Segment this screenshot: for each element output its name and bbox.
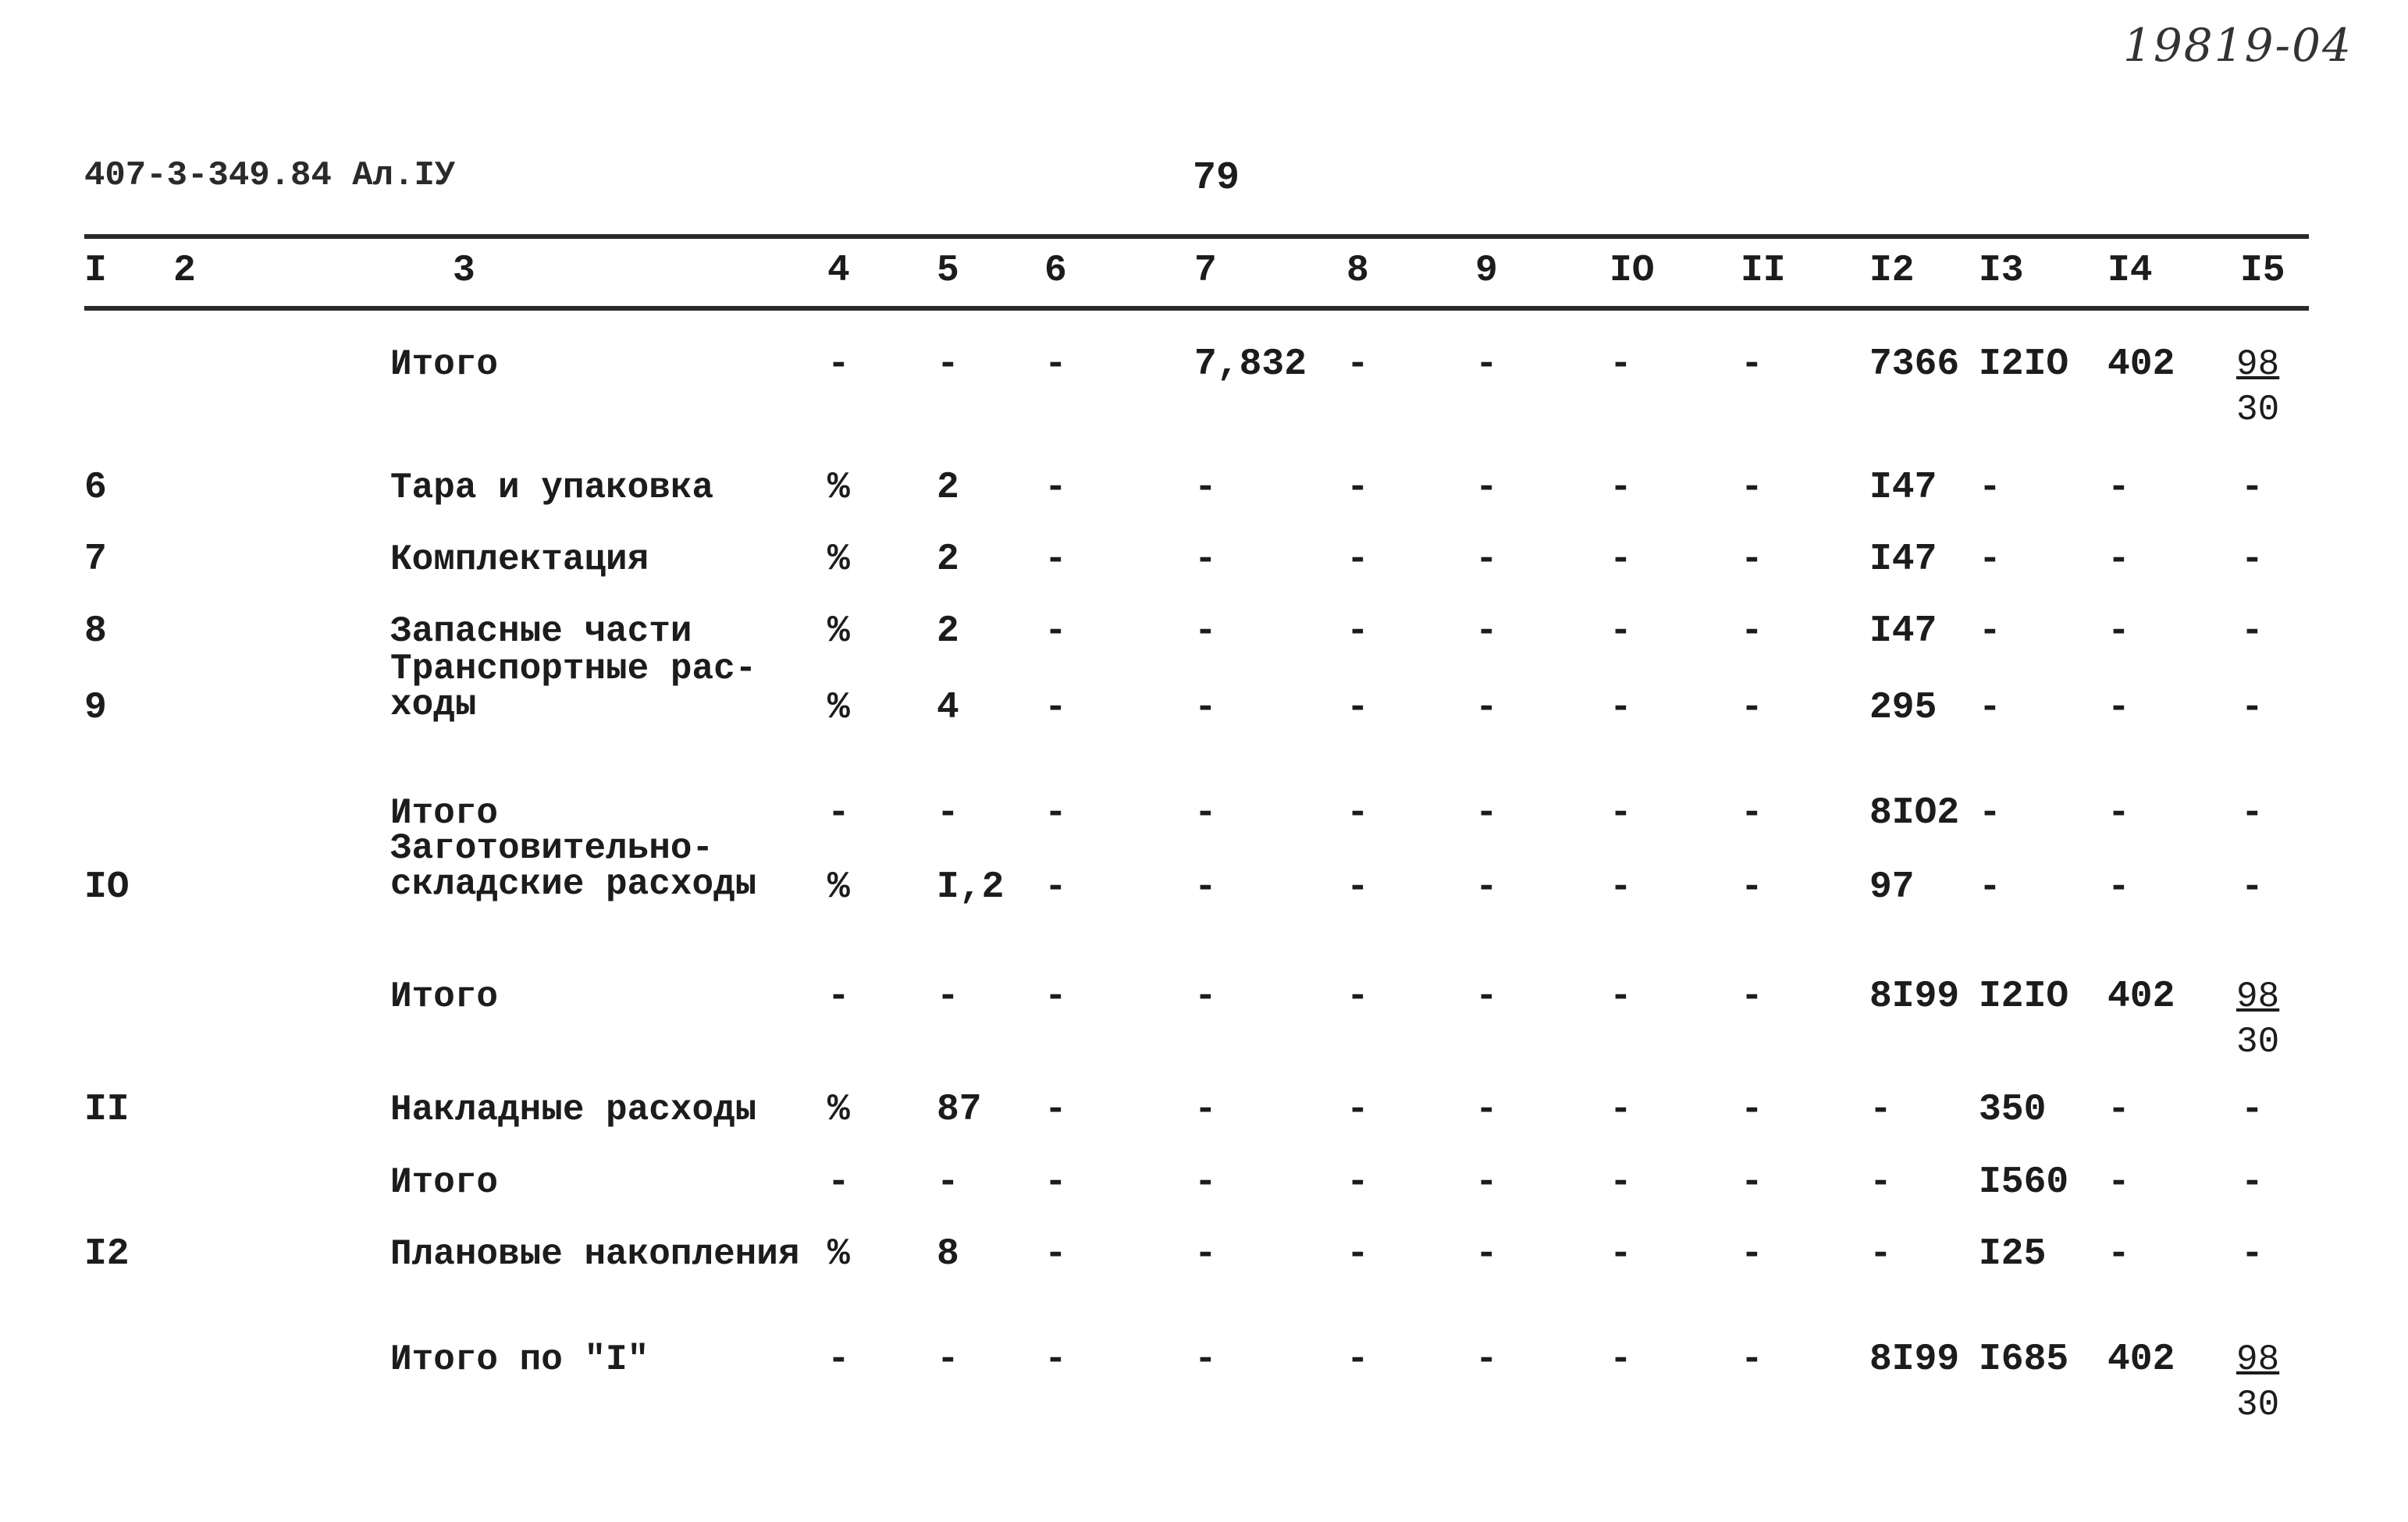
cell-c14: - [2107, 1233, 2130, 1275]
cell-c13: - [1979, 610, 2001, 653]
cell-unit: - [827, 343, 850, 386]
cell-c8: - [1346, 467, 1369, 509]
cell-c12: 97 [1869, 866, 1915, 909]
row-number: I2 [84, 1233, 130, 1275]
cell-c6: - [1044, 1339, 1067, 1381]
cell-c15-fraction [2236, 974, 2279, 1065]
column-header: I5 [2240, 250, 2285, 292]
cell-c6: - [1044, 1161, 1067, 1204]
cell-c15: - [2241, 539, 2264, 581]
cell-c5: - [937, 792, 959, 834]
column-header: I [84, 250, 107, 292]
cell-c7: - [1194, 539, 1217, 581]
cell-c10: - [1609, 1161, 1632, 1204]
cell-c12: 8I99 [1869, 976, 1960, 1018]
cell-c12: 295 [1869, 687, 1937, 729]
cell-c13: I560 [1979, 1161, 2069, 1204]
column-header: 6 [1044, 250, 1067, 292]
cell-c14: - [2107, 687, 2130, 729]
cell-c9: - [1475, 1233, 1498, 1275]
cell-unit: % [827, 539, 850, 581]
cell-c12: 8I99 [1869, 1339, 1960, 1381]
cell-c13: I2IO [1979, 343, 2069, 386]
cell-c5: 2 [937, 467, 959, 509]
cell-unit: % [827, 610, 850, 653]
fraction-denominator: 30 [2236, 389, 2280, 430]
cell-c7: - [1194, 1339, 1217, 1381]
fraction-denominator: 30 [2236, 1022, 2280, 1062]
cell-c8: - [1346, 610, 1369, 653]
cell-c10: - [1609, 1089, 1632, 1131]
cell-c14: - [2107, 792, 2130, 834]
cell-unit: % [827, 467, 850, 509]
cell-unit: % [827, 1233, 850, 1275]
cell-unit: % [827, 1089, 850, 1131]
cell-c14: - [2107, 610, 2130, 653]
column-header: 8 [1346, 250, 1369, 292]
cell-c9: - [1475, 1161, 1498, 1204]
cell-c8: - [1346, 1089, 1369, 1131]
table-header-rule [84, 306, 2309, 311]
cell-c7: - [1194, 866, 1217, 909]
row-number: IO [84, 866, 130, 909]
cell-c15: - [2241, 792, 2264, 834]
row-name-line1: Заготовительно- [390, 828, 714, 869]
row-name: Запасные части [390, 611, 692, 652]
cell-c13: - [1979, 467, 2001, 509]
cell-c5: 4 [937, 687, 959, 729]
page-number: 79 [1193, 156, 1240, 201]
row-name: Итого [390, 344, 499, 385]
cell-c12: I47 [1869, 539, 1937, 581]
cell-c11: - [1741, 687, 1763, 729]
row-number: 7 [84, 539, 107, 581]
cell-c13: - [1979, 866, 2001, 909]
cell-c12: 8IO2 [1869, 792, 1960, 834]
cell-c9: - [1475, 687, 1498, 729]
cell-c12: 7366 [1869, 343, 1960, 386]
cell-c12: - [1869, 1089, 1892, 1131]
column-header: 4 [827, 250, 850, 292]
cell-c5: - [937, 343, 959, 386]
handwritten-code: 19819-04 [2123, 19, 2353, 72]
cell-c5: 8 [937, 1233, 959, 1275]
cell-c15: - [2241, 1233, 2264, 1275]
cell-unit: - [827, 976, 850, 1018]
cell-c15: - [2241, 687, 2264, 729]
document-code: 407-3-349.84 Ал.IУ [84, 156, 456, 195]
cell-c10: - [1609, 1233, 1632, 1275]
cell-unit: - [827, 1161, 850, 1204]
row-name: Комплектация [390, 539, 649, 580]
cell-c6: - [1044, 1089, 1067, 1131]
fraction-denominator: 30 [2236, 1385, 2280, 1425]
cell-c13: - [1979, 687, 2001, 729]
cell-c14: - [2107, 1089, 2130, 1131]
cell-c12: - [1869, 1161, 1892, 1204]
cell-c12: I47 [1869, 467, 1937, 509]
cell-c6: - [1044, 610, 1067, 653]
cell-c14: - [2107, 866, 2130, 909]
cell-c10: - [1609, 467, 1632, 509]
fraction-numerator: 98 [2236, 976, 2280, 1017]
cell-c11: - [1741, 539, 1763, 581]
cell-c10: - [1609, 792, 1632, 834]
row-name: Итого [390, 1162, 499, 1203]
cell-c7: - [1194, 976, 1217, 1018]
row-number: 6 [84, 467, 107, 509]
cell-c14: - [2107, 1161, 2130, 1204]
cell-c5: 2 [937, 539, 959, 581]
cell-c15: - [2241, 1089, 2264, 1131]
cell-c11: - [1741, 1233, 1763, 1275]
cell-c9: - [1475, 976, 1498, 1018]
cell-c10: - [1609, 539, 1632, 581]
row-name: Итого [390, 793, 499, 834]
cell-c15-fraction [2236, 1337, 2279, 1428]
cell-c15: - [2241, 866, 2264, 909]
row-name: Тара и упаковка [390, 468, 714, 508]
row-number: 8 [84, 610, 107, 653]
cell-c14: 402 [2107, 1339, 2175, 1381]
cell-c9: - [1475, 467, 1498, 509]
cell-c7: - [1194, 792, 1217, 834]
cell-c14: 402 [2107, 343, 2175, 386]
column-header: 5 [937, 250, 959, 292]
row-name-line1: Транспортные рас- [390, 649, 757, 689]
cell-c8: - [1346, 343, 1369, 386]
cell-c13: I2IO [1979, 976, 2069, 1018]
cell-c11: - [1741, 1339, 1763, 1381]
cell-unit: % [827, 687, 850, 729]
cell-c7: - [1194, 687, 1217, 729]
cell-c9: - [1475, 1089, 1498, 1131]
cell-c8: - [1346, 1339, 1369, 1381]
cell-c12: I47 [1869, 610, 1937, 653]
cell-c6: - [1044, 539, 1067, 581]
cell-c5: 2 [937, 610, 959, 653]
column-header: 2 [173, 250, 196, 292]
cell-unit: - [827, 1339, 850, 1381]
cell-c6: - [1044, 1233, 1067, 1275]
cell-c6: - [1044, 467, 1067, 509]
cell-c10: - [1609, 687, 1632, 729]
column-header: 9 [1475, 250, 1498, 292]
cell-c9: - [1475, 539, 1498, 581]
cell-unit: - [827, 792, 850, 834]
cell-c5: - [937, 976, 959, 1018]
cell-c8: - [1346, 976, 1369, 1018]
cell-c8: - [1346, 539, 1369, 581]
cell-c11: - [1741, 610, 1763, 653]
column-header: I2 [1869, 250, 1915, 292]
cell-c8: - [1346, 866, 1369, 909]
cell-c7: - [1194, 1233, 1217, 1275]
cell-c12: - [1869, 1233, 1892, 1275]
cell-c11: - [1741, 1089, 1763, 1131]
cell-c13: I25 [1979, 1233, 2047, 1275]
row-name: Плановые накопления [390, 1234, 800, 1275]
cell-c6: - [1044, 976, 1067, 1018]
cell-c8: - [1346, 1161, 1369, 1204]
cell-c13: 350 [1979, 1089, 2047, 1131]
cell-c11: - [1741, 866, 1763, 909]
cell-c6: - [1044, 792, 1067, 834]
cell-c10: - [1609, 866, 1632, 909]
cell-c9: - [1475, 866, 1498, 909]
cell-c9: - [1475, 343, 1498, 386]
cell-c5: 87 [937, 1089, 982, 1131]
cell-c6: - [1044, 343, 1067, 386]
column-header: I3 [1979, 250, 2024, 292]
column-header: I4 [2107, 250, 2153, 292]
column-header: IO [1609, 250, 1655, 292]
cell-c7: 7,832 [1194, 343, 1307, 386]
cell-c13: - [1979, 792, 2001, 834]
fraction-numerator: 98 [2236, 1339, 2280, 1380]
cell-c7: - [1194, 610, 1217, 653]
cell-c13: I685 [1979, 1339, 2069, 1381]
cell-c9: - [1475, 792, 1498, 834]
cell-unit: % [827, 866, 850, 909]
cell-c10: - [1609, 1339, 1632, 1381]
cell-c7: - [1194, 1161, 1217, 1204]
cell-c7: - [1194, 467, 1217, 509]
cell-c11: - [1741, 792, 1763, 834]
row-name: Накладные расходы [390, 1090, 757, 1130]
cell-c6: - [1044, 866, 1067, 909]
cell-c13: - [1979, 539, 2001, 581]
cell-c14: 402 [2107, 976, 2175, 1018]
fraction-numerator: 98 [2236, 344, 2280, 385]
cell-c15: - [2241, 467, 2264, 509]
cell-c9: - [1475, 610, 1498, 653]
row-number: II [84, 1089, 130, 1131]
column-header: II [1741, 250, 1786, 292]
cell-c5: I,2 [937, 866, 1005, 909]
cell-c15: - [2241, 610, 2264, 653]
column-header: 3 [453, 250, 475, 292]
row-number: 9 [84, 687, 107, 729]
cell-c14: - [2107, 467, 2130, 509]
row-name: Итого [390, 976, 499, 1017]
cell-c10: - [1609, 976, 1632, 1018]
cell-c7: - [1194, 1089, 1217, 1131]
cell-c15: - [2241, 1161, 2264, 1204]
cell-c11: - [1741, 343, 1763, 386]
row-name-line2: складские расходы [390, 864, 757, 905]
cell-c9: - [1475, 1339, 1498, 1381]
cell-c5: - [937, 1161, 959, 1204]
cell-c8: - [1346, 1233, 1369, 1275]
cell-c5: - [937, 1339, 959, 1381]
cell-c10: - [1609, 610, 1632, 653]
row-name-line2: ходы [390, 685, 477, 725]
cell-c6: - [1044, 687, 1067, 729]
cell-c11: - [1741, 976, 1763, 1018]
cell-c8: - [1346, 687, 1369, 729]
row-name: Итого по "I" [390, 1339, 649, 1380]
cell-c11: - [1741, 1161, 1763, 1204]
cell-c14: - [2107, 539, 2130, 581]
cell-c15-fraction [2236, 342, 2279, 432]
table-top-rule [84, 234, 2309, 239]
cell-c8: - [1346, 792, 1369, 834]
column-header: 7 [1194, 250, 1217, 292]
cell-c11: - [1741, 467, 1763, 509]
cell-c10: - [1609, 343, 1632, 386]
